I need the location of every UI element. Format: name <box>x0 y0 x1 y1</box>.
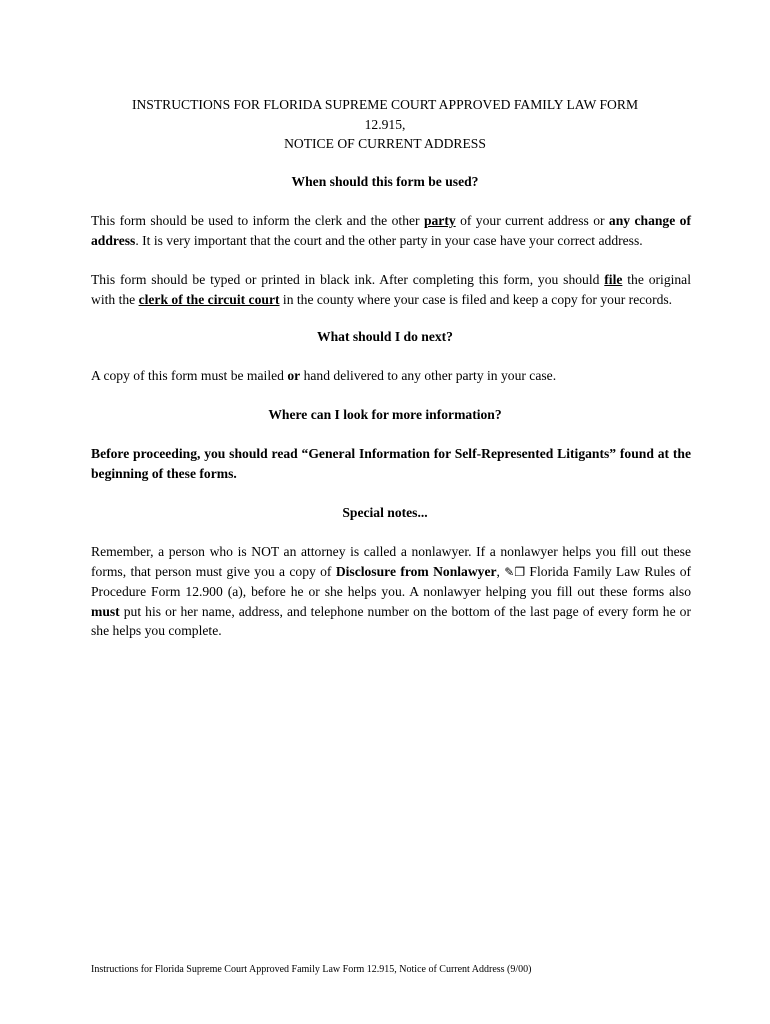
heading-special-notes: Special notes... <box>342 505 428 520</box>
text-run: , <box>496 563 505 579</box>
term-or: or <box>287 368 301 383</box>
title-line-3: NOTICE OF CURRENT ADDRESS <box>284 136 486 151</box>
heading-what-next: What should I do next? <box>317 329 453 344</box>
term-file: file <box>604 272 623 287</box>
heading-more-info: Where can I look for more information? <box>268 407 502 422</box>
text-run: This form should be typed or printed in black ink. After completing this form, you should <box>91 272 605 287</box>
paragraph-purpose <box>91 211 691 250</box>
text-run: A copy of this form must be mailed <box>91 368 288 383</box>
paragraph-more-info: Before proceeding, you should read “General Information for Self-Represented Litigants” found at the beginning of these forms. <box>91 446 691 481</box>
term-party: party <box>423 213 456 228</box>
document-title <box>60 95 710 154</box>
term-clerk-of-circuit-court: clerk of the circuit court <box>138 291 280 307</box>
text-run: . It is very important that the court and the other party in your case have your correct address. <box>135 232 643 248</box>
page-footer: Instructions for Florida Supreme Court Approved Family Law Form 12.915, Notice of Current Address (9/00) <box>91 964 532 975</box>
pencil-form-icon: ✎❐ <box>504 564 526 579</box>
text-run: hand delivered to any other party in your case. <box>300 368 557 383</box>
text-run: put his or her name, address, and telephone number on the bottom of the last page of every form he or she helps you complete. <box>91 603 691 638</box>
text-run: Remember, a person who is NOT an attorney is called a nonlawyer. If a nonlawyer helps you fill out these forms, that person must give you a copy of <box>91 544 691 579</box>
text-run: in the county where your case is filed and keep a copy for your records. <box>279 291 673 307</box>
paragraph-next-steps <box>91 366 691 386</box>
term-disclosure-from-nonlawyer: Disclosure from Nonlawyer <box>335 563 497 579</box>
title-line-1: INSTRUCTIONS FOR FLORIDA SUPREME COURT APPROVED FAMILY LAW FORM <box>131 97 639 112</box>
paragraph-special-notes <box>91 542 691 641</box>
text-run: the original with the <box>91 272 691 307</box>
text-run: This form should be used to inform the clerk and the other <box>91 213 424 228</box>
term-must: must <box>91 603 120 619</box>
heading-when-used: When should this form be used? <box>291 174 479 189</box>
text-run: of your current address or <box>455 213 609 228</box>
paragraph-filing <box>91 270 691 309</box>
title-line-2: 12.915, <box>364 116 406 132</box>
text-run: Florida Family Law Rules of Procedure Form 12.900 (a), before he or she helps you. A nonlawyer helping you fill out these forms also <box>91 563 692 599</box>
term-change-of-address: any change of address <box>91 213 691 248</box>
